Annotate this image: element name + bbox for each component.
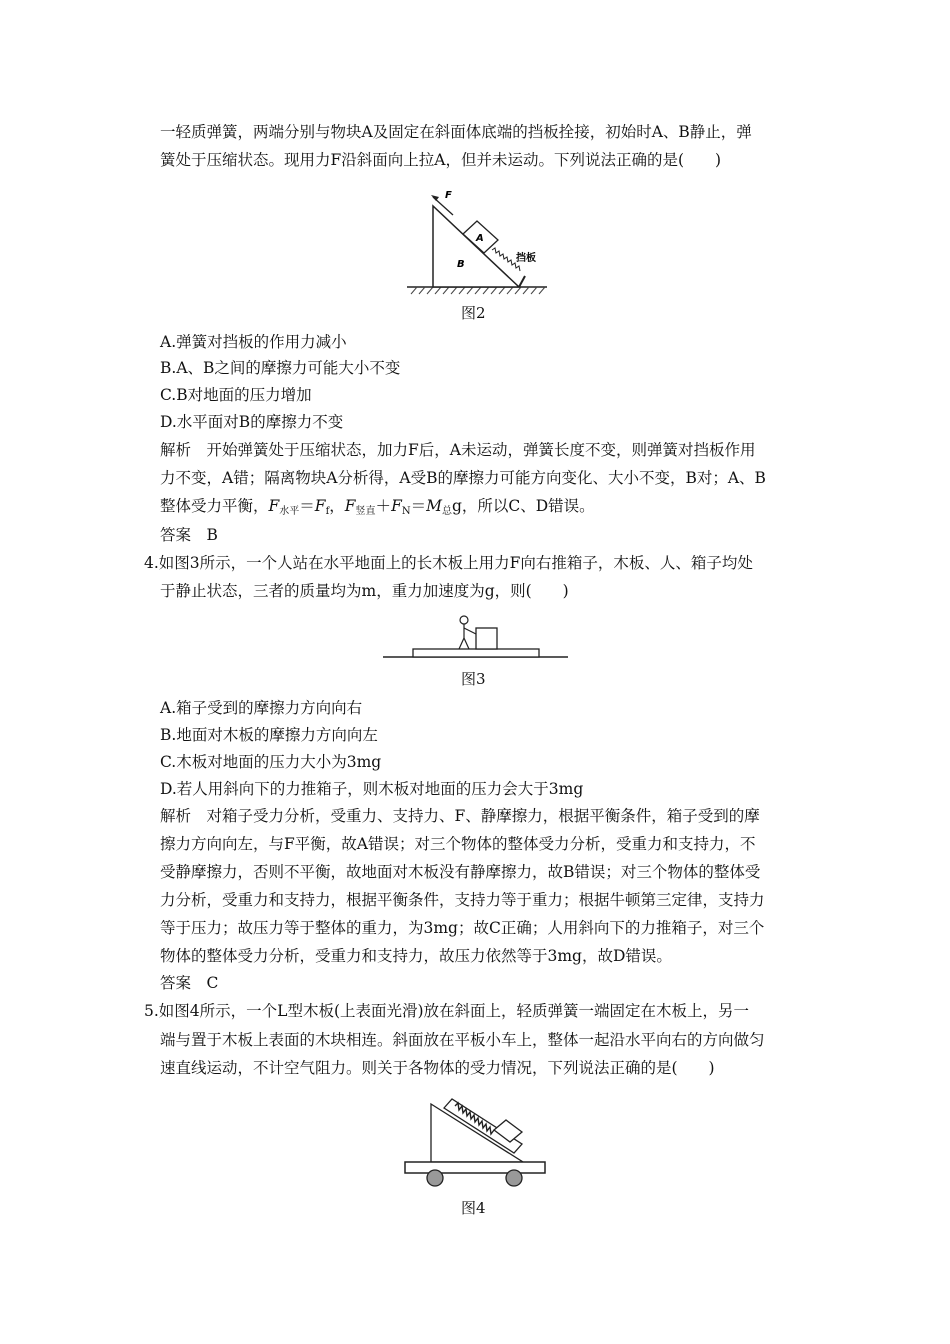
q3-option-c: C.B对地面的压力增加: [160, 386, 312, 404]
subscript-f: f: [325, 506, 330, 517]
q4-analysis-line-4: 力分析，受重力和支持力，根据平衡条件，支持力等于重力；根据牛顿第三定律，支持力: [160, 891, 765, 909]
q3-analysis-line-1: 解析 开始弹簧处于压缩状态，加力F后，A未运动，弹簧长度不变，则弹簧对挡板作用: [160, 441, 756, 459]
q4-analysis-line-5: 等于压力；故压力等于整体的重力，为3mg；故C正确；人用斜向下的力推箱子，对三个: [160, 919, 765, 937]
q3-analysis-suffix: g，所以C、D错误。: [451, 497, 595, 515]
subscript-horizontal: 水平: [279, 506, 300, 517]
figure-4-caption: 图4: [461, 1199, 486, 1217]
figure-3-person-box-diagram: [383, 612, 568, 662]
q4-analysis-line-2: 擦力方向向左，与F平衡，故A错误；对三个物体的整体受力分析，受重力和支持力，不: [160, 835, 756, 853]
figure-2-label-baffle: 挡板: [516, 253, 536, 264]
q4-answer: 答案 C: [160, 974, 219, 992]
figure-2-label-B: B: [457, 259, 465, 270]
q3-analysis-prefix: 整体受力平衡，: [160, 497, 269, 515]
q3-option-d: D.水平面对B的摩擦力不变: [160, 413, 344, 431]
figure-2-label-F: F: [445, 190, 452, 201]
q3-option-a: A.弹簧对挡板的作用力减小: [160, 333, 347, 351]
q4-option-c: C.木板对地面的压力大小为3mg: [160, 753, 382, 771]
q5-stem-line-3: 速直线运动，不计空气阻力。则关于各物体的受力情况，下列说法正确的是( ): [160, 1059, 715, 1077]
q3-stem-line-2: 簧处于压缩状态。现用力F沿斜面向上拉A，但并未运动。下列说法正确的是( ): [160, 151, 722, 169]
q3-analysis-line-3: 整体受力平衡，$F_{水平}=F_f$，$F_{竖直}+F_N=M_总g$，所以C、D错误。: [160, 497, 595, 517]
figure-4-cart-incline-diagram: [405, 1096, 550, 1188]
q3-answer: 答案 B: [160, 526, 218, 544]
subscript-N: N: [401, 506, 411, 517]
q4-stem-line-2: 于静止状态，三者的质量均为m，重力加速度为g，则( ): [160, 582, 569, 600]
q3-option-b: B.A、B之间的摩擦力可能大小不变: [160, 359, 401, 377]
figure-2-label-A: A: [476, 233, 484, 244]
figure-2-caption: 图2: [461, 304, 486, 322]
q3-stem-line-1: 一轻质弹簧，两端分别与物块A及固定在斜面体底端的挡板拴接，初始时A、B静止，弹: [160, 123, 752, 141]
q4-analysis-line-3: 受静摩擦力，否则不平衡，故地面对木板没有静摩擦力，故B错误；对三个物体的整体受: [160, 863, 761, 881]
figure-2-incline-diagram: [407, 188, 547, 298]
q5-stem-line-1: 5.如图4所示，一个L型木板(上表面光滑)放在斜面上，轻质弹簧一端固定在木板上，另一: [144, 1002, 750, 1020]
q4-option-a: A.箱子受到的摩擦力方向向右: [160, 699, 363, 717]
q4-option-d: D.若人用斜向下的力推箱子，则木板对地面的压力会大于3mg: [160, 780, 584, 798]
subscript-total: 总: [441, 506, 452, 517]
q5-stem-line-2: 端与置于木板上表面的木块相连。斜面放在平板小车上，整体一起沿水平向右的方向做匀: [160, 1031, 765, 1049]
q4-analysis-line-6: 物体的整体受力分析，受重力和支持力，故压力依然等于3mg，故D错误。: [160, 947, 672, 965]
figure-3-caption: 图3: [461, 670, 486, 688]
q3-analysis-line-2: 力不变，A错；隔离物块A分析得，A受B的摩擦力可能方向变化、大小不变，B对；A、B: [160, 469, 766, 487]
q4-option-b: B.地面对木板的摩擦力方向向左: [160, 726, 378, 744]
q4-stem-line-1: 4.如图3所示，一个人站在水平地面上的长木板上用力F向右推箱子，木板、人、箱子均处: [144, 554, 753, 572]
q4-analysis-line-1: 解析 对箱子受力分析，受重力、支持力、F、静摩擦力，根据平衡条件，箱子受到的摩: [160, 807, 760, 825]
subscript-vertical: 竖直: [355, 506, 376, 517]
